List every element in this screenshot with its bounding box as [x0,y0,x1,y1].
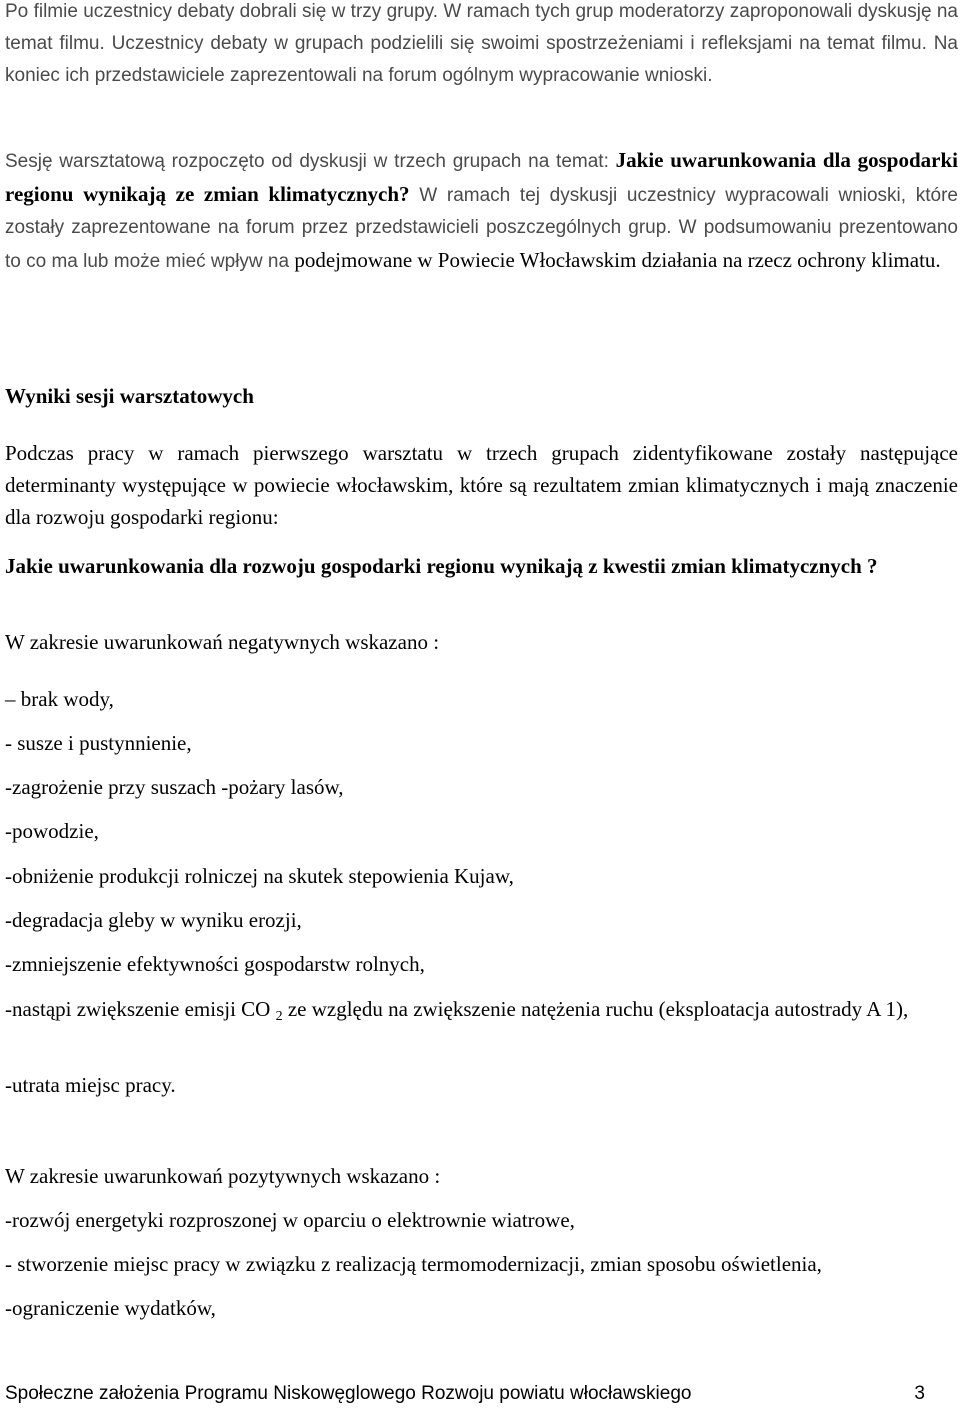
results-question: Jakie uwarunkowania dla rozwoju gospodarki regionu wynikają z kwestii zmian klimatycznych ? [5,554,878,578]
negative-item: - susze i pustynnienie, [5,731,192,755]
positive-item: -rozwój energetyki rozproszonej w oparciu o elektrownie wiatrowe, [5,1208,575,1232]
session-paragraph-rest: W ramach tej dyskusji uczestnicy wypracowali wnioski, które zostały zaprezentowane na forum przez przedstawicieli poszczególnych grup. W podsumowaniu prezentowano to co ma lub może mieć wpływ na [5,185,958,272]
negative-item: -degradacja gleby w wyniku erozji, [5,908,302,932]
session-paragraph [5,144,958,278]
negative-item: – brak wody, [5,687,114,711]
page-footer [5,1382,925,1406]
negative-item: -zmniejszenie efektywności gospodarstw rolnych, [5,952,425,976]
negative-item: -obniżenie produkcji rolniczej na skutek stepowienia Kujaw, [5,864,514,888]
session-paragraph-end: podejmowane w Powiecie Włocławskim działania na rzecz ochrony klimatu. [294,248,941,272]
results-paragraph: Podczas pracy w ramach pierwszego warsztatu w trzech grupach zidentyfikowane zostały następujące determinanty występujące w powiecie włocławskim, które są rezultatem zmian klimatycznych i mają znaczenie dla rozwoju gospodarki regionu: [5,441,958,529]
negative-item: -utrata miejsc pracy. [5,1073,176,1097]
results-heading: Wyniki sesji warsztatowych [5,384,254,408]
co2-text-before: -nastąpi zwiększenie emisji CO [5,997,276,1021]
page-number: 3 [914,1383,925,1404]
negative-item: -zagrożenie przy suszach -pożary lasów, [5,775,344,799]
co2-text-after: ze względu na zwiększenie natężenia ruchu (eksploatacja autostrady A 1), [282,997,909,1021]
positive-item: - stworzenie miejsc pracy w związku z realizacją termomodernizacji, zmian sposobu oświetlenia, [5,1252,822,1276]
negative-item: -powodzie, [5,819,99,843]
footer-title: Społeczne założenia Programu Niskowęglowego Rozwoju powiatu włocławskiego [5,1383,692,1404]
intro-paragraph: Po filmie uczestnicy debaty dobrali się w trzy grupy. W ramach tych grup moderatorzy zaproponowali dyskusję na temat filmu. Uczestnicy debaty w grupach podzielili się swoimi spostrzeżeniami i refleksjami na temat filmu. Na koniec ich przedstawiciele zaprezentowali na forum ogólnym wypracowanie wnioski. [5,1,958,86]
session-paragraph-start: Sesję warsztatową rozpoczęto od dyskusji w trzech grupach na temat: [5,151,616,172]
positive-intro: W zakresie uwarunkowań pozytywnych wskazano : [5,1164,441,1188]
negative-intro: W zakresie uwarunkowań negatywnych wskazano : [5,630,440,654]
positive-item: -ograniczenie wydatków, [5,1296,216,1320]
negative-item-co2 [5,993,958,1025]
co2-subscript: 2 [275,1009,283,1024]
session-topic-question: Jakie uwarunkowania dla gospodarki regionu wynikają ze zmian klimatycznych? [5,148,958,206]
